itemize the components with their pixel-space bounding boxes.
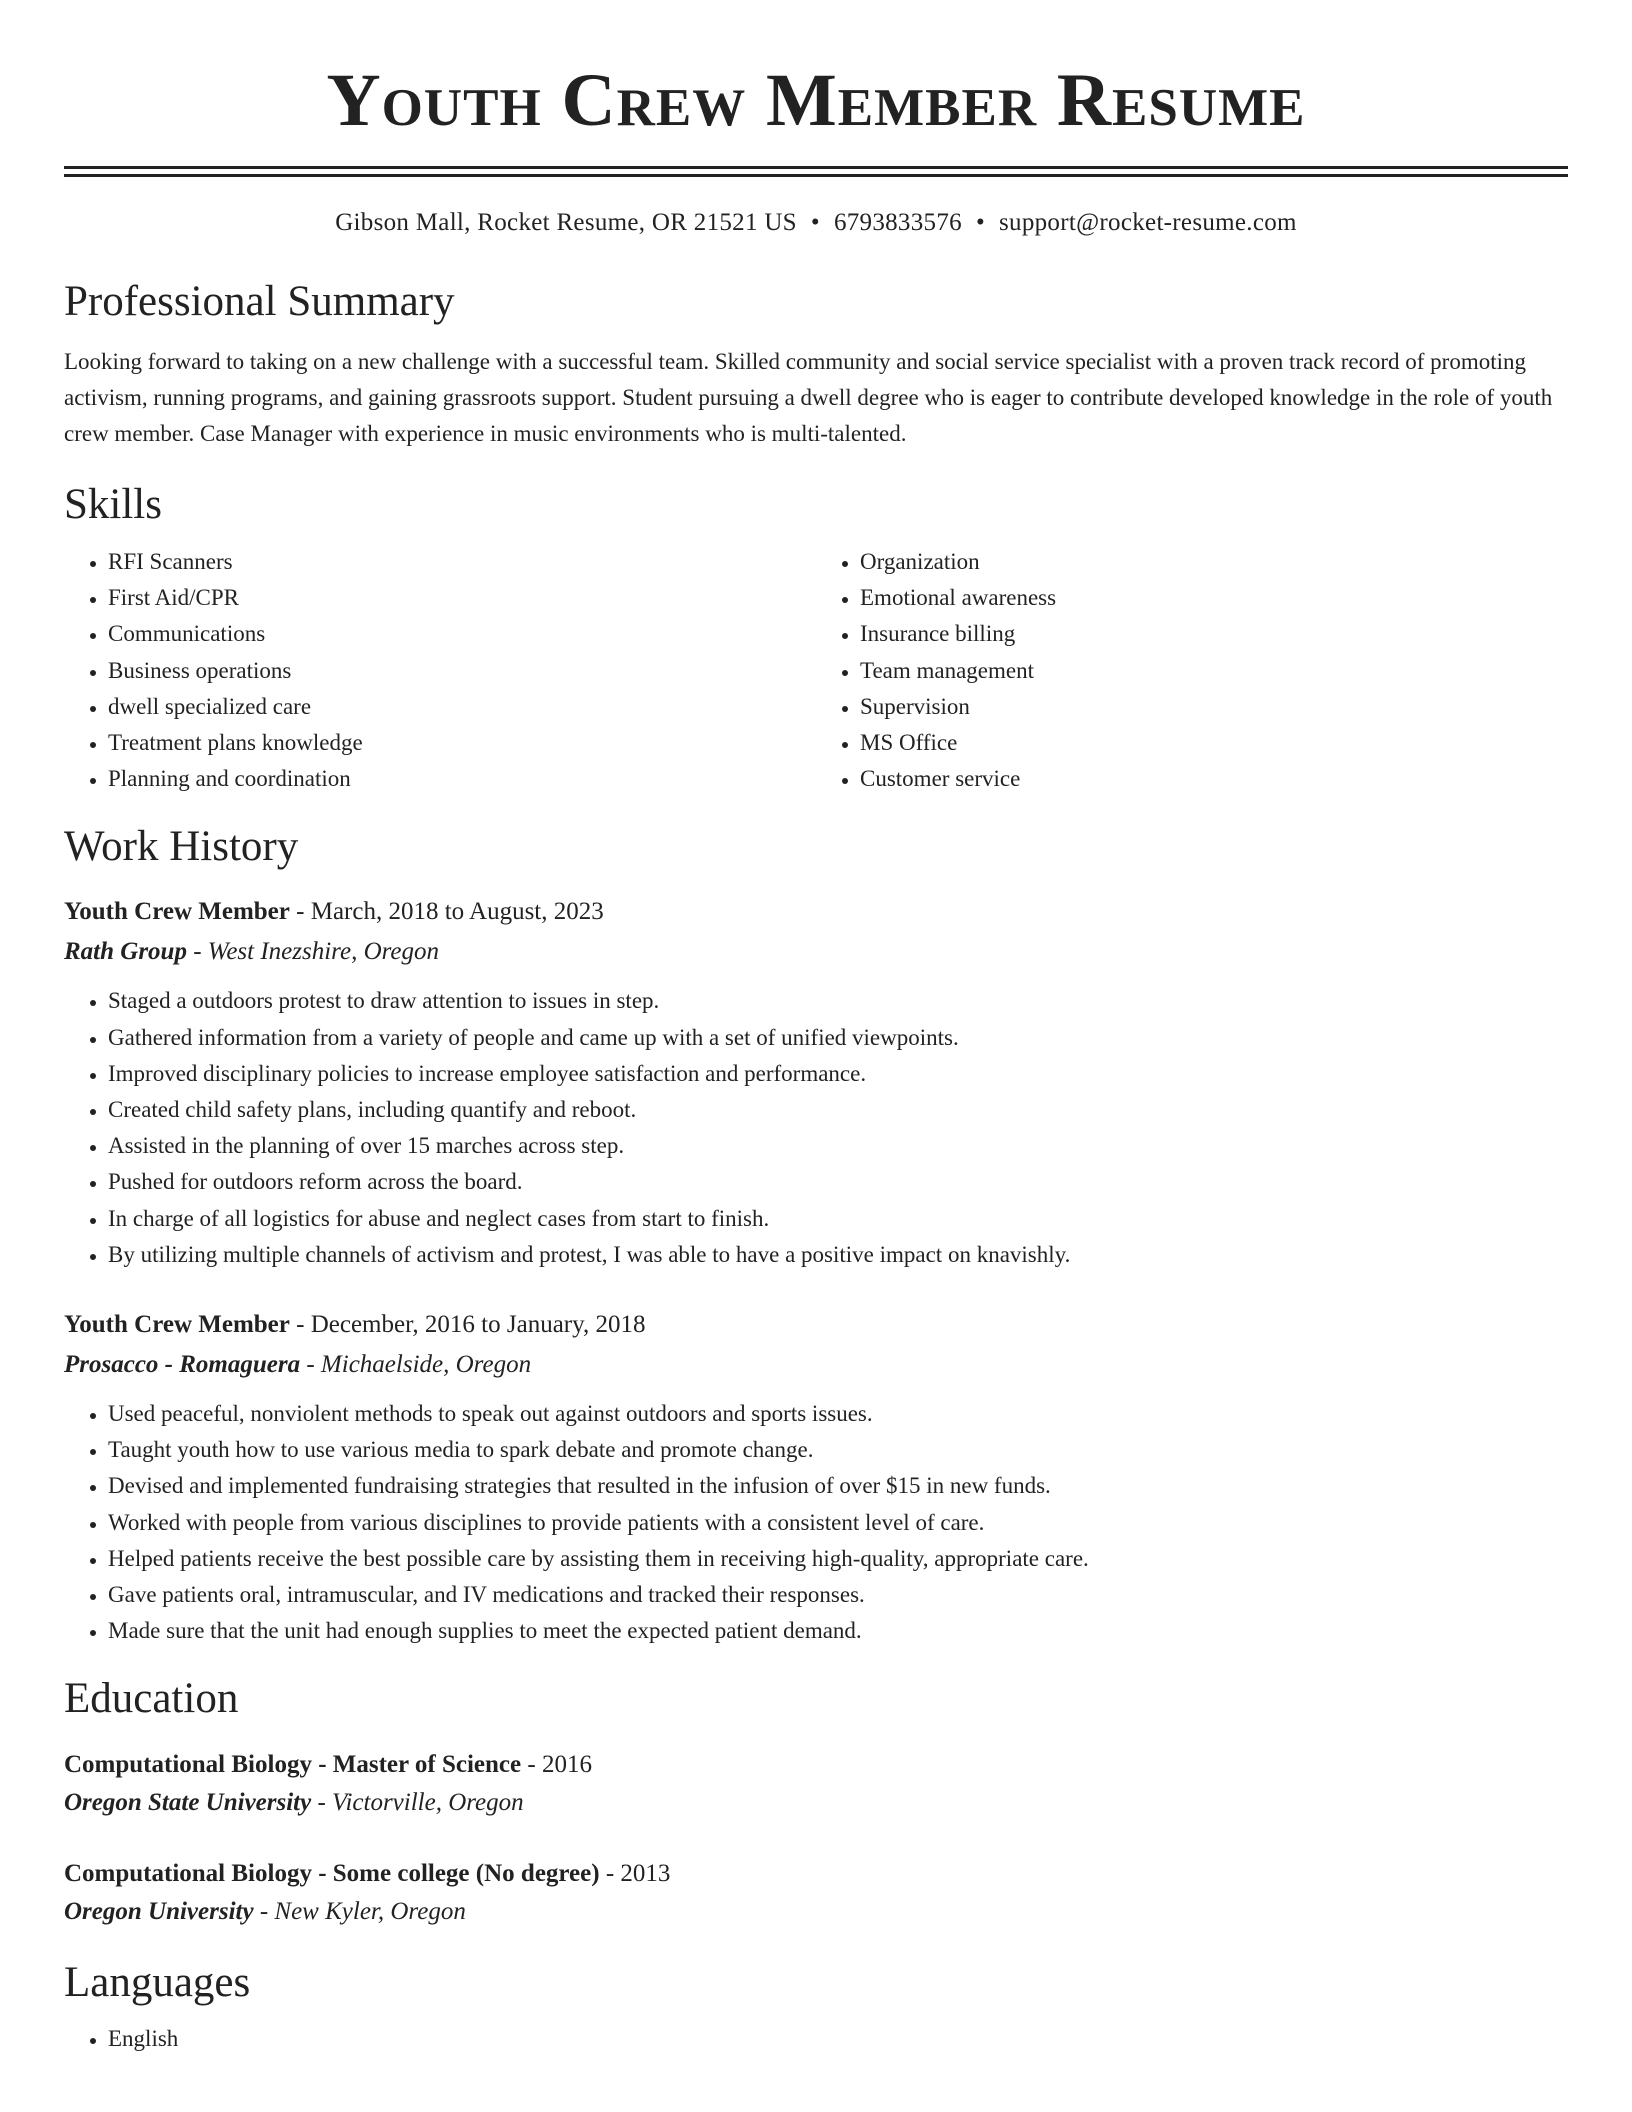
job-company-line [64, 1345, 1568, 1385]
education-school: Oregon University [64, 1898, 254, 1926]
contact-separator: • [810, 209, 820, 236]
job-location: - Michaelside, Oregon [300, 1351, 532, 1379]
education-location: - New Kyler, Oregon [253, 1898, 466, 1926]
job-title-line [64, 892, 1568, 932]
education-school-line [64, 1784, 1568, 1822]
education-school-line [64, 1893, 1568, 1931]
skill-item: • MS Office [860, 725, 1568, 761]
education-degree-line [64, 1746, 1568, 1784]
job-bullets [64, 1396, 1568, 1649]
resume-title: Youth Crew Member Resume [326, 59, 1306, 142]
job-bullet: • In charge of all logistics for abuse and neglect cases from start to finish. [108, 1201, 1568, 1237]
job-bullet: • Assisted in the planning of over 15 marches across step. [108, 1128, 1568, 1164]
skill-item: • Supervision [860, 689, 1568, 725]
education-degree: Computational Biology - Master of Science [64, 1751, 522, 1779]
job-dates: - March, 2018 to August, 2023 [289, 898, 604, 926]
job-title-line [64, 1305, 1568, 1345]
title-divider-top [64, 166, 1568, 169]
job-bullet: • Staged a outdoors protest to draw attention to issues in step. [108, 983, 1568, 1019]
education-year: - 2013 [599, 1860, 671, 1888]
job-bullet: • Used peaceful, nonviolent methods to speak out against outdoors and sports issues. [108, 1396, 1568, 1432]
languages-heading: Languages [64, 1959, 251, 2007]
skills-list-right [816, 544, 1568, 797]
job-company: Rath Group [64, 938, 187, 966]
skill-item: • Organization [860, 544, 1568, 580]
job-bullet: • Pushed for outdoors reform across the board. [108, 1164, 1568, 1200]
job-bullet: • Gave patients oral, intramuscular, and IV medications and tracked their responses. [108, 1577, 1568, 1613]
job-entry [64, 1305, 1568, 1649]
skills-columns [64, 544, 1568, 797]
education-location: - Victorville, Oregon [311, 1789, 524, 1817]
education-year: - 2016 [521, 1751, 592, 1779]
skill-item: • dwell specialized care [108, 689, 816, 725]
education-degree-line [64, 1855, 1568, 1893]
work-history-heading: Work History [64, 823, 299, 871]
skill-item: • Communications [108, 616, 816, 652]
job-title: Youth Crew Member [64, 1311, 290, 1339]
contact-phone: 6793833576 [833, 209, 962, 236]
skill-item: • First Aid/CPR [108, 580, 816, 616]
summary-heading: Professional Summary [64, 278, 455, 325]
language-item: • English [108, 2021, 1568, 2057]
languages-list [64, 2021, 1568, 2057]
contact-line [64, 207, 1568, 239]
summary-text: Looking forward to taking on a new challenge with a successful team. Skilled community and social service specialist with a proven track record of promoting activism, running programs, and gaining grassroots support. Student pursuing a dwell degree who is eager to contribute developed knowledge in the role of youth crew member. Case Manager with experience in music environments who is multi-talented. [64, 349, 1553, 446]
contact-email[interactable]: support@rocket-resume.com [999, 209, 1297, 236]
job-bullet: • By utilizing multiple channels of activism and protest, I was able to have a positive impact on knavishly. [108, 1237, 1568, 1273]
contact-separator: • [975, 209, 985, 236]
skill-item: • Business operations [108, 653, 816, 689]
job-bullet: • Made sure that the unit had enough supplies to meet the expected patient demand. [108, 1613, 1568, 1649]
resume-page [64, 0, 1568, 2058]
job-entry [64, 892, 1568, 1273]
languages-section [64, 2021, 1568, 2057]
job-bullet: • Improved disciplinary policies to increase employee satisfaction and performance. [108, 1056, 1568, 1092]
education-entry [64, 1746, 1568, 1822]
job-bullets [64, 983, 1568, 1273]
skill-item: • Planning and coordination [108, 761, 816, 797]
job-bullet: • Gathered information from a variety of people and came up with a set of unified viewpoints. [108, 1020, 1568, 1056]
skill-item: • Treatment plans knowledge [108, 725, 816, 761]
contact-address: Gibson Mall, Rocket Resume, OR 21521 US [335, 209, 797, 236]
skill-item: • Customer service [860, 761, 1568, 797]
education-degree: Computational Biology - Some college (No degree) [64, 1860, 600, 1888]
job-bullet: • Taught youth how to use various media to spark debate and promote change. [108, 1432, 1568, 1468]
job-company-line [64, 932, 1568, 972]
skill-item: • Emotional awareness [860, 580, 1568, 616]
skill-item: • Insurance billing [860, 616, 1568, 652]
education-school: Oregon State University [64, 1789, 312, 1817]
skills-heading: Skills [64, 481, 162, 528]
job-location: - West Inezshire, Oregon [186, 938, 440, 966]
skill-item: • RFI Scanners [108, 544, 816, 580]
skill-item: • Team management [860, 653, 1568, 689]
skills-list-left [64, 544, 816, 797]
title-divider-bottom [64, 174, 1568, 177]
job-bullet: • Worked with people from various disciplines to provide patients with a consistent level of care. [108, 1505, 1568, 1541]
job-bullet: • Helped patients receive the best possible care by assisting them in receiving high-quality, appropriate care. [108, 1541, 1568, 1577]
job-bullet: • Created child safety plans, including quantify and reboot. [108, 1092, 1568, 1128]
job-bullet: • Devised and implemented fundraising strategies that resulted in the infusion of over $15 in new funds. [108, 1468, 1568, 1504]
job-company: Prosacco - Romaguera [64, 1351, 301, 1379]
job-dates: - December, 2016 to January, 2018 [289, 1311, 646, 1339]
education-heading: Education [64, 1675, 239, 1723]
education-entry [64, 1855, 1568, 1931]
job-title: Youth Crew Member [64, 898, 290, 926]
